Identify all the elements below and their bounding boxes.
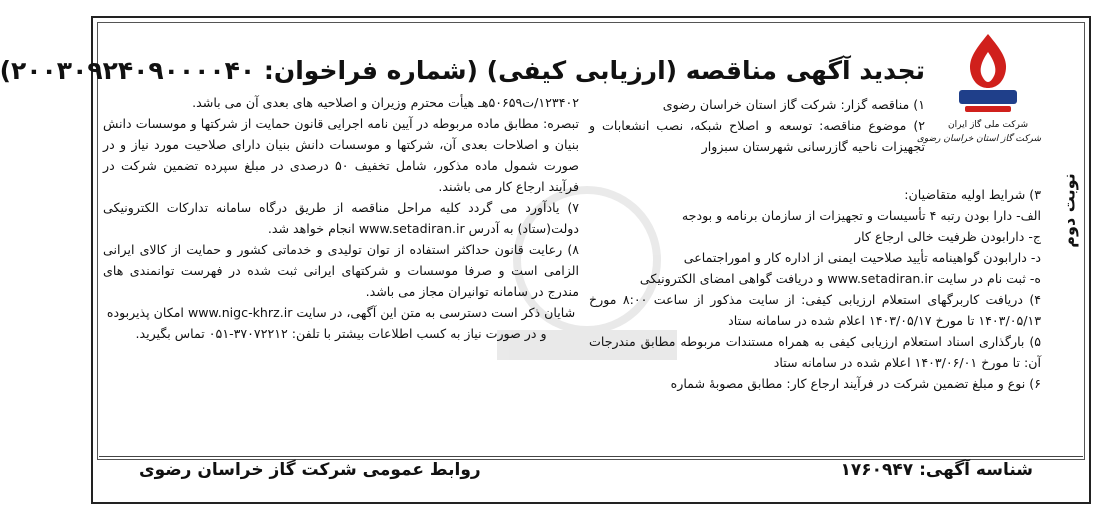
company-name-line2: شرکت گاز استان خراسان رضوی	[916, 134, 1041, 144]
nigc-flame-logo-icon	[945, 30, 1031, 116]
publication-round-tag	[1055, 150, 1083, 270]
publication-round-label: نوبت دوم	[1059, 172, 1079, 248]
item-tender-holder: ۱) مناقصه گزار: شرکت گاز استان خراسان رضوی	[662, 97, 925, 112]
company-name-line1: شرکت ملی گاز ایران	[948, 120, 1028, 130]
footer-divider	[99, 456, 1083, 457]
item-guarantee-type: ۶) نوع و مبلغ تضمین شرکت در فرآیند ارجاع کار: مطابق مصوبهٔ شماره	[670, 376, 1041, 391]
item-condition-e: ه- ثبت نام در سایت www.setadiran.ir و دریافت گواهی امضای الکترونیکی	[639, 271, 1041, 286]
item-documents-upload: ۵) بارگذاری اسناد استعلام ارزیابی کیفی به همراه مستندات مربوطه مطابق مندرجات آن: تا مورخ ۱۴۰۳/۰۶/۰۱ اعلام شده در سامانه ستاد	[589, 334, 1041, 370]
item-tender-subject: ۲) موضوع مناقصه: توسعه و اصلاح شبکه، نصب انشعابات و تجهیزات ناحیه گازرسانی شهرستان سبزوار	[589, 118, 925, 154]
ad-identifier: شناسه آگهی: ۱۷۶۰۹۴۷	[840, 460, 1033, 480]
item-condition-a: الف- دارا بودن رتبه ۴ تأسیسات و تجهیزات از سازمان برنامه و بودجه	[681, 208, 1041, 223]
item-setad-reminder: ۷) یادآورد می گردد کلیه مراحل مناقصه از طریق درگاه سامانه تدارکات الکترونیکی دولت(ستاد) به آدرس www.setadiran.ir انجام خواهد شد.	[103, 200, 579, 236]
right-column-lower	[589, 184, 1041, 394]
item-condition-c: ج- دارابودن ظرفیت خالی ارجاع کار	[855, 229, 1041, 244]
right-column-top	[589, 94, 925, 157]
closing-contact-info: شایان ذکر است دسترسی به متن این آگهی، در سایت www.nigc-khrz.ir امکان پذیربوده و در صورت نیاز به کسب اطلاعات بیشتر با تلفن: ۳۷۰۷۲۲۱۲-۰۵۱ تماس بگیرید.	[106, 305, 576, 341]
item-domestic-capacity-law: ۸) رعایت قانون حداکثر استفاده از توان تولیدی و خدماتی کشور و حمایت از کالای ایرانی الزامی است و صرفا موسسات و شرکتهای ایرانی ثبت شده در فهرست توانمندی های مندرج در سامانه توانیران مجاز می باشد.	[103, 242, 579, 299]
item-condition-d: د- دارابودن گواهینامه تأیید صلاحیت ایمنی از اداره کار و اموراجتماعی	[683, 250, 1041, 265]
item-guarantee-continued: ۱۲۳۴۰۲/ت۵۰۶۵۹هـ هیأت محترم وزیران و اصلاحیه های بعدی آن می باشد.	[192, 95, 579, 110]
item-note-knowledge-based: تبصره: مطابق ماده مربوطه در آیین نامه اجرایی قانون حمایت از شرکتها و موسسات دانش بنیان و اصلاحات بعدی آن، شرکتها و موسسات دانش بنیان دارای صلاحیت مورد نیاز و در صورت شمول ماده مذکور، شامل تخفیف ۵۰ درصدی در مبلغ سپرده تضمین شرکت در فرآیند ارجاع کار می باشند.	[103, 116, 579, 194]
left-column	[103, 92, 579, 344]
notice-title: تجدید آگهی مناقصه (ارزیابی کیفی) (شماره فراخوان: ۲۰۰۳۰۹۲۴۰۹۰۰۰۰۴۰)	[0, 56, 925, 85]
item-conditions-heading: ۳) شرایط اولیه متقاضیان:	[904, 187, 1041, 202]
item-forms-receipt: ۴) دریافت کاربرگهای استعلام ارزیابی کیفی: از سایت مذکور از ساعت ۸:۰۰ مورخ ۱۴۰۳/۰۵/۱۳ تا مورخ ۱۴۰۳/۰۵/۱۷ اعلام شده در سامانه ستاد	[589, 292, 1042, 328]
publisher-name: روابط عمومی شرکت گاز خراسان رضوی	[139, 460, 481, 480]
company-logo	[916, 30, 1041, 172]
